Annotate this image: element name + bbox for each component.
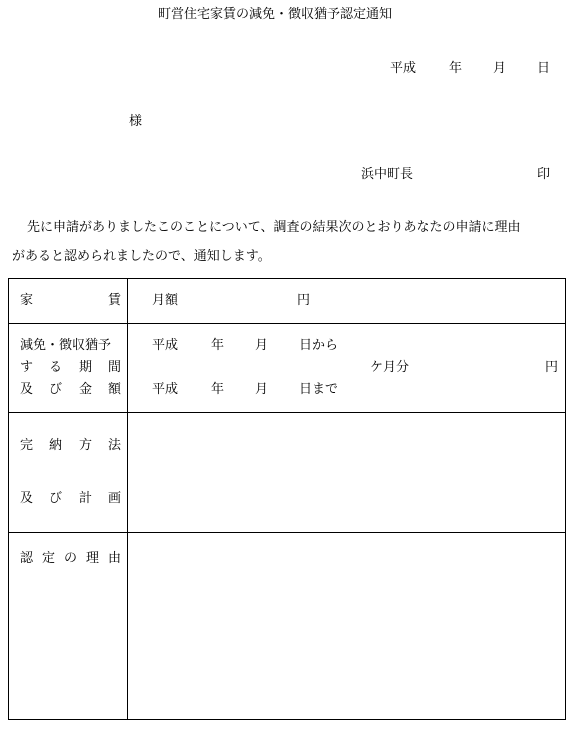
period-label-l2-char-2: る [49,360,63,375]
reason-label-char-4: 理 [86,551,100,566]
period-label-line-1: 減免・徴収猶予 [20,338,112,353]
period-label-l2-char-4: 間 [108,360,122,375]
notice-table [8,278,566,720]
period-label-l3-char-1: 及 [20,382,34,397]
column-divider [127,279,128,719]
row-divider-3 [9,532,565,533]
payment-label-l1-char-2: 納 [49,438,63,453]
period-from-month: 月 [255,338,269,353]
payment-label-l1-char-4: 法 [108,438,122,453]
rent-yen-label: 円 [297,293,311,308]
reason-label-char-1: 認 [20,551,34,566]
period-label-l3-char-4: 額 [108,382,122,397]
period-to-year: 年 [211,382,225,397]
date-year: 年 [449,61,463,76]
period-months-label: ケ月分 [370,360,410,375]
payment-label-l1-char-3: 方 [79,438,93,453]
reason-label-char-3: の [64,551,78,566]
rent-label-char-1: 家 [20,293,34,308]
reason-label-char-2: 定 [42,551,56,566]
period-label-l2-char-1: す [20,360,34,375]
payment-label-l1-char-1: 完 [20,438,34,453]
reason-label-char-5: 由 [108,551,122,566]
period-from-suffix: 日から [299,338,339,353]
addressee-suffix: 様 [129,114,143,129]
body-line-1: 先に申請がありましたこのことについて、調査の結果次のとおりあなたの申請に理由 [27,220,521,235]
body-line-2: があると認められましたので、通知します。 [12,249,271,264]
rent-monthly-label: 月額 [152,293,179,308]
issuer-name: 浜中町長 [361,167,414,182]
period-label-l3-char-3: 金 [79,382,93,397]
payment-label-l2-char-2: び [49,491,63,506]
payment-label-l2-char-4: 画 [108,491,122,506]
row-divider-1 [9,323,565,324]
period-to-era: 平成 [152,382,179,397]
period-to-month: 月 [255,382,269,397]
payment-label-l2-char-3: 計 [79,491,93,506]
row-divider-2 [9,412,565,413]
payment-label-l2-char-1: 及 [20,491,34,506]
date-era: 平成 [390,61,417,76]
period-from-year: 年 [211,338,225,353]
period-from-era: 平成 [152,338,179,353]
period-label-l3-char-2: び [49,382,63,397]
rent-label-char-2: 賃 [108,293,122,308]
document-title: 町営住宅家賃の減免・徴収猶予認定通知 [158,7,393,22]
seal-mark: 印 [537,167,551,182]
date-day: 日 [537,61,551,76]
period-label-l2-char-3: 期 [79,360,93,375]
date-month: 月 [493,61,507,76]
period-yen-label: 円 [545,360,559,375]
period-to-suffix: 日まで [299,382,339,397]
